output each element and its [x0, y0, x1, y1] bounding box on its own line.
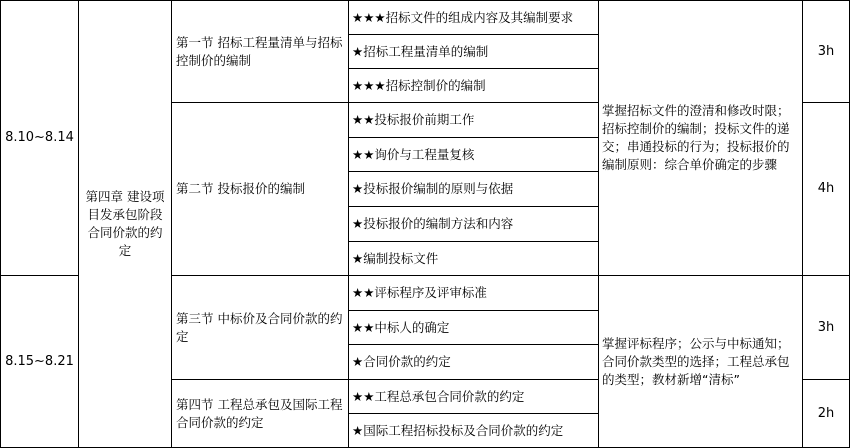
table-row	[1, 1, 850, 35]
chapter-title-cell: 第四章 建设项目发承包阶段合同价款的约定	[79, 1, 172, 448]
topic-cell: ★合同价款的约定	[349, 345, 599, 380]
topic-cell: ★投标报价编制的原则与依据	[349, 172, 599, 207]
topic-cell: ★★投标报价前期工作	[349, 103, 599, 138]
study-notes-cell: 掌握评标程序；公示与中标通知；合同价款类型的选择；工程总承包的类型；教材新增“清标”	[599, 276, 803, 448]
topic-cell: ★招标工程量清单的编制	[349, 35, 599, 69]
topic-cell: ★★中标人的确定	[349, 311, 599, 345]
topic-cell: ★★★招标文件的组成内容及其编制要求	[349, 1, 599, 35]
topic-cell: ★国际工程招标投标及合同价款的约定	[349, 414, 599, 448]
hours-cell: 2h	[803, 380, 850, 448]
topic-cell: ★★工程总承包合同价款的约定	[349, 380, 599, 414]
topic-cell: ★投标报价的编制方法和内容	[349, 207, 599, 242]
section-title-cell: 第三节 中标价及合同价款的约定	[172, 276, 349, 380]
topic-cell: ★★询价与工程量复核	[349, 138, 599, 172]
section-title-cell: 第四节 工程总承包及国际工程合同价款的约定	[172, 380, 349, 448]
hours-cell: 4h	[803, 103, 850, 276]
date-range-cell: 8.15~8.21	[1, 276, 79, 448]
section-title-cell: 第一节 招标工程量清单与招标控制价的编制	[172, 1, 349, 103]
study-notes-cell: 掌握招标文件的澄清和修改时限；招标控制价的编制；投标文件的递交；串通投标的行为；投标报价的编制原则：综合单价确定的步骤	[599, 1, 803, 276]
topic-cell: ★编制投标文件	[349, 242, 599, 276]
topic-cell: ★★评标程序及评审标准	[349, 276, 599, 311]
hours-cell: 3h	[803, 276, 850, 380]
topic-cell: ★★★招标控制价的编制	[349, 69, 599, 103]
date-range-cell: 8.10~8.14	[1, 1, 79, 276]
hours-cell: 3h	[803, 1, 850, 103]
section-title-cell: 第二节 投标报价的编制	[172, 103, 349, 276]
